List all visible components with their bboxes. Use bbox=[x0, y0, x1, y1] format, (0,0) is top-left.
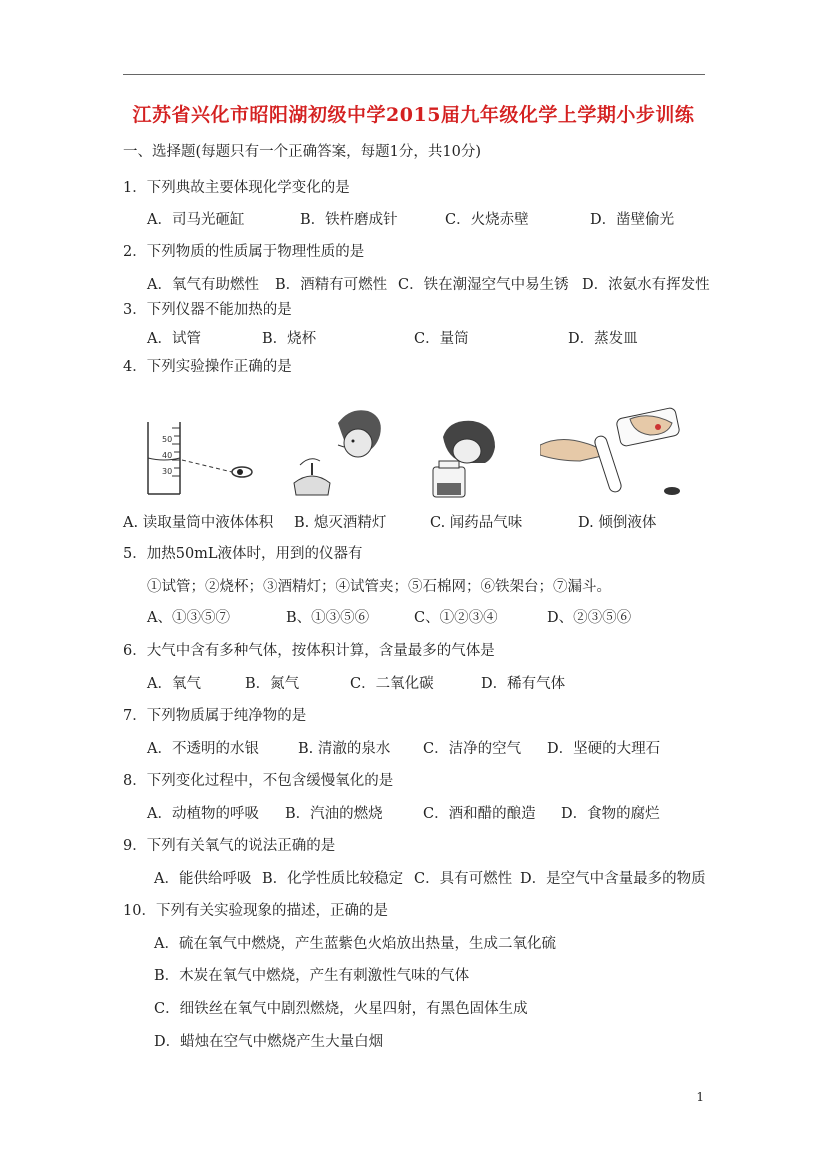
q6-option-b: B．氮气 bbox=[245, 676, 300, 692]
figure-smelling-gas bbox=[425, 415, 505, 500]
q2-option-c: C．铁在潮湿空气中易生锈 bbox=[398, 277, 569, 293]
question-5-stem: 5．加热50mL液体时，用到的仪器有 bbox=[123, 546, 363, 562]
question-3-stem: 3．下列仪器不能加热的是 bbox=[123, 302, 292, 318]
q9-option-c: C．具有可燃性 bbox=[414, 871, 513, 887]
q5-option-a: A、①③⑤⑦ bbox=[147, 610, 230, 626]
q9-option-d: D．是空气中含量最多的物质 bbox=[520, 871, 706, 887]
q3-option-a: A．试管 bbox=[147, 331, 201, 347]
q8-option-d: D．食物的腐烂 bbox=[561, 806, 660, 822]
q3-option-c: C．量筒 bbox=[414, 331, 469, 347]
question-6-stem: 6．大气中含有多种气体，按体积计算，含量最多的气体是 bbox=[123, 643, 495, 659]
q1-option-c: C．火烧赤壁 bbox=[445, 212, 529, 228]
q2-option-b: B．酒精有可燃性 bbox=[275, 277, 388, 293]
header-rule bbox=[123, 74, 705, 75]
question-4-stem: 4．下列实验操作正确的是 bbox=[123, 359, 292, 375]
q8-option-c: C．酒和醋的酿造 bbox=[423, 806, 536, 822]
q10-option-a: A．硫在氧气中燃烧，产生蓝紫色火焰放出热量，生成二氧化硫 bbox=[154, 936, 556, 952]
cylinder-tick-40: 40 bbox=[162, 451, 173, 460]
q8-option-b: B．汽油的燃烧 bbox=[285, 806, 383, 822]
q4-option-b: B. 熄灭酒精灯 bbox=[294, 515, 387, 531]
q1-option-a: A．司马光砸缸 bbox=[147, 212, 245, 228]
question-2-stem: 2．下列物质的性质属于物理性质的是 bbox=[123, 244, 365, 260]
q4-option-d: D. 倾倒液体 bbox=[578, 515, 657, 531]
page-title: 江苏省兴化市昭阳湖初级中学2015届九年级化学上学期小步训练 bbox=[132, 104, 695, 126]
q2-option-d: D．浓氨水有挥发性 bbox=[582, 277, 710, 293]
q1-option-d: D．凿壁偷光 bbox=[590, 212, 675, 228]
q6-option-a: A．氧气 bbox=[147, 676, 201, 692]
q5-option-d: D、②③⑤⑥ bbox=[547, 610, 632, 626]
page-number: 1 bbox=[696, 1090, 704, 1104]
question-9-stem: 9．下列有关氧气的说法正确的是 bbox=[123, 838, 336, 854]
figure-pouring-liquid bbox=[540, 405, 690, 500]
q9-option-a: A．能供给呼吸 bbox=[154, 871, 252, 887]
q4-option-a: A. 读取量筒中液体体积 bbox=[123, 515, 274, 531]
cylinder-tick-30: 30 bbox=[162, 467, 173, 476]
q6-option-c: C．二氧化碳 bbox=[350, 676, 434, 692]
q10-option-c: C．细铁丝在氧气中剧烈燃烧，火星四射，有黑色固体生成 bbox=[154, 1001, 528, 1017]
q5-option-b: B、①③⑤⑥ bbox=[286, 610, 370, 626]
q8-option-a: A．动植物的呼吸 bbox=[147, 806, 259, 822]
q3-option-b: B．烧杯 bbox=[262, 331, 317, 347]
question-1-stem: 1．下列典故主要体现化学变化的是 bbox=[123, 180, 350, 196]
figure-cylinder-reading bbox=[140, 418, 260, 498]
cylinder-tick-50: 50 bbox=[162, 435, 173, 444]
q7-option-c: C．洁净的空气 bbox=[423, 741, 522, 757]
q5-option-c: C、①②③④ bbox=[414, 610, 498, 626]
q5-detail: ①试管；②烧杯；③酒精灯；④试管夹；⑤石棉网；⑥铁架台；⑦漏斗。 bbox=[147, 579, 611, 595]
q2-option-a: A．氧气有助燃性 bbox=[147, 277, 259, 293]
figure-alcohol-lamp bbox=[280, 405, 390, 500]
q7-option-a: A．不透明的水银 bbox=[147, 741, 259, 757]
q9-option-b: B．化学性质比较稳定 bbox=[262, 871, 404, 887]
q3-option-d: D．蒸发皿 bbox=[568, 331, 638, 347]
q6-option-d: D．稀有气体 bbox=[481, 676, 566, 692]
q1-option-b: B．铁杵磨成针 bbox=[300, 212, 398, 228]
section-heading: 一、选择题(每题只有一个正确答案，每题1分，共10分) bbox=[123, 144, 481, 160]
q10-option-b: B．木炭在氧气中燃烧，产生有刺激性气味的气体 bbox=[154, 968, 470, 984]
question-7-stem: 7．下列物质属于纯净物的是 bbox=[123, 708, 307, 724]
question-8-stem: 8．下列变化过程中，不包含缓慢氧化的是 bbox=[123, 773, 394, 789]
question-10-stem: 10．下列有关实验现象的描述，正确的是 bbox=[123, 903, 388, 919]
q7-option-b: B. 清澈的泉水 bbox=[298, 741, 391, 757]
q7-option-d: D．坚硬的大理石 bbox=[547, 741, 661, 757]
q10-option-d: D．蜡烛在空气中燃烧产生大量白烟 bbox=[154, 1034, 384, 1050]
q4-option-c: C. 闻药品气味 bbox=[430, 515, 523, 531]
